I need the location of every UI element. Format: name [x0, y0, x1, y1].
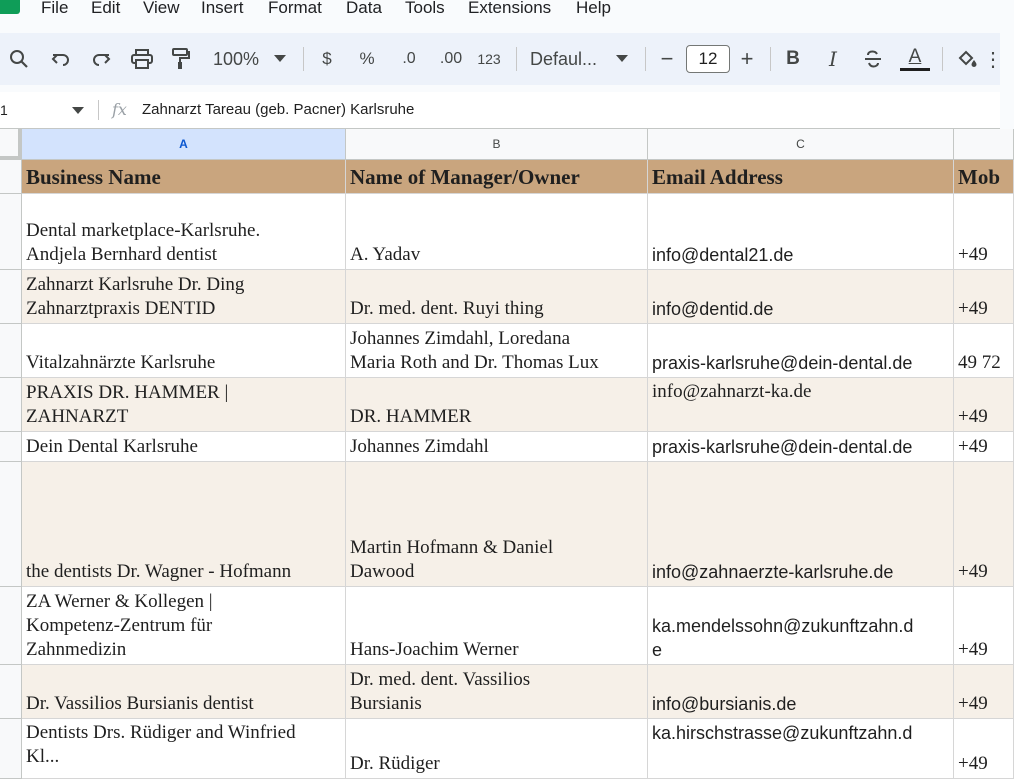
menu-bar — [0, 0, 1000, 24]
currency-format-button[interactable]: $ — [322, 49, 332, 68]
search-menus-icon[interactable] — [6, 33, 32, 85]
cell-mobile[interactable]: +49 — [954, 462, 1014, 587]
toolbar-divider — [516, 47, 517, 71]
cell-business-name[interactable]: Dentists Drs. Rüdiger and Winfried Kl... — [22, 719, 346, 779]
decrease-font-size-button[interactable]: − — [660, 46, 674, 71]
cell-manager[interactable]: Dr. med. dent. Ruyi thing — [346, 270, 648, 324]
toolbar-divider — [645, 47, 646, 71]
text-color-swatch — [900, 68, 930, 71]
cell-email[interactable]: info@dental21.de — [648, 194, 954, 270]
strikethrough-icon[interactable] — [860, 33, 886, 85]
more-options-icon[interactable]: ⋮ — [983, 48, 1003, 71]
formula-bar — [0, 92, 1000, 128]
formula-divider — [98, 100, 99, 120]
header-business-name[interactable]: Business Name — [22, 160, 346, 194]
cell-manager[interactable]: Johannes Zimdahl, Loredana Maria Roth and Dr. Thomas Lux — [346, 324, 648, 378]
name-box-chevron-down-icon[interactable] — [72, 102, 84, 118]
font-chevron-down-icon[interactable] — [612, 33, 632, 85]
cell-mobile[interactable]: 49 72 — [954, 324, 1014, 378]
cell-mobile[interactable]: +49 — [954, 194, 1014, 270]
row-header[interactable] — [0, 324, 22, 378]
row-header[interactable] — [0, 378, 22, 432]
cell-business-name[interactable]: ZA Werner & Kollegen | Kompetenz-Zentrum für Zahnmedizin — [22, 587, 346, 665]
name-box[interactable] — [0, 92, 96, 128]
more-formats-button[interactable]: 123 — [477, 51, 501, 67]
cell-manager[interactable]: A. Yadav — [346, 194, 648, 270]
cell-business-name[interactable]: the dentists Dr. Wagner - Hofmann — [22, 462, 346, 587]
menu-tools[interactable]: Tools — [405, 0, 445, 17]
fill-color-icon[interactable] — [954, 33, 980, 85]
cell-manager[interactable]: Dr. med. dent. Vassilios Bursianis — [346, 665, 648, 719]
header-mobile[interactable]: Mob — [954, 160, 1014, 194]
cell-email[interactable]: info@bursianis.de — [648, 665, 954, 719]
decrease-decimal-button[interactable]: .0 — [402, 50, 416, 67]
cell-manager[interactable]: Martin Hofmann & Daniel Dawood — [346, 462, 648, 587]
header-manager-owner[interactable]: Name of Manager/Owner — [346, 160, 648, 194]
row-header[interactable] — [0, 719, 22, 779]
increase-font-size-button[interactable]: + — [740, 46, 754, 71]
toolbar-divider — [303, 47, 304, 71]
cell-email[interactable]: info@zahnarzt-ka.de — [648, 378, 954, 432]
cell-business-name[interactable]: Dein Dental Karlsruhe — [22, 432, 346, 462]
font-name: Defaul... — [530, 48, 598, 69]
undo-icon[interactable] — [48, 33, 74, 85]
row-header[interactable] — [0, 665, 22, 719]
menu-view[interactable]: View — [143, 0, 180, 17]
paint-format-icon[interactable] — [168, 33, 194, 85]
cell-manager[interactable]: DR. HAMMER — [346, 378, 648, 432]
row-header[interactable] — [0, 432, 22, 462]
cell-reference: 1 — [0, 102, 8, 118]
font-select[interactable] — [530, 33, 606, 85]
zoom-select[interactable] — [206, 33, 266, 85]
select-all-corner[interactable] — [0, 129, 22, 160]
cell-business-name[interactable]: Dental marketplace-Karlsruhe. Andjela Bernhard dentist — [22, 194, 346, 270]
print-icon[interactable] — [128, 33, 156, 85]
toolbar-divider — [942, 47, 943, 71]
cell-mobile[interactable]: +49 — [954, 378, 1014, 432]
cell-mobile[interactable]: +49 — [954, 665, 1014, 719]
menu-file[interactable]: File — [41, 0, 69, 17]
bold-button[interactable]: B — [786, 48, 800, 69]
menu-edit[interactable]: Edit — [91, 0, 121, 17]
sheets-logo-icon[interactable] — [0, 0, 20, 14]
font-size-input[interactable]: 12 — [686, 45, 730, 73]
row-header[interactable] — [0, 160, 22, 194]
column-header-a[interactable]: A — [22, 129, 346, 160]
cell-mobile[interactable]: +49 — [954, 432, 1014, 462]
cell-mobile[interactable]: +49 — [954, 587, 1014, 665]
column-header-c[interactable]: C — [648, 129, 954, 160]
redo-icon[interactable] — [88, 33, 114, 85]
menu-help[interactable]: Help — [576, 0, 611, 17]
cell-email[interactable]: praxis-karlsruhe@dein-dental.de — [648, 432, 954, 462]
menu-insert[interactable]: Insert — [201, 0, 244, 17]
text-color-label: A — [908, 46, 922, 67]
cell-manager[interactable]: Johannes Zimdahl — [346, 432, 648, 462]
cell-manager[interactable]: Hans-Joachim Werner — [346, 587, 648, 665]
row-header[interactable] — [0, 194, 22, 270]
header-email[interactable]: Email Address — [648, 160, 954, 194]
text-color-button[interactable] — [898, 33, 932, 85]
increase-decimal-button[interactable]: .00 — [439, 50, 463, 67]
cell-mobile[interactable]: +49 — [954, 719, 1014, 779]
column-header-b[interactable]: B — [346, 129, 648, 160]
cell-email[interactable]: praxis-karlsruhe@dein-dental.de — [648, 324, 954, 378]
column-header-d[interactable] — [954, 129, 1014, 160]
row-header[interactable] — [0, 270, 22, 324]
cell-mobile[interactable]: +49 — [954, 270, 1014, 324]
cell-business-name[interactable]: Zahnarzt Karlsruhe Dr. Ding Zahnarztpraxis DENTID — [22, 270, 346, 324]
menu-data[interactable]: Data — [346, 0, 382, 17]
cell-manager[interactable]: Dr. Rüdiger — [346, 719, 648, 779]
fx-icon: fx — [112, 100, 127, 119]
percent-format-button[interactable]: % — [359, 49, 375, 68]
toolbar-divider — [770, 47, 771, 71]
italic-button[interactable]: I — [829, 47, 837, 71]
cell-email[interactable]: info@dentid.de — [648, 270, 954, 324]
cell-business-name[interactable]: PRAXIS DR. HAMMER | ZAHNARZT — [22, 378, 346, 432]
menu-extensions[interactable]: Extensions — [468, 0, 552, 17]
formula-input[interactable]: Zahnarzt Tareau (geb. Pacner) Karlsruhe — [142, 101, 415, 118]
spreadsheet-grid — [0, 128, 1001, 774]
cell-email[interactable]: ka.hirschstrasse@zukunftzahn.d — [648, 719, 954, 779]
zoom-value: 100% — [212, 48, 260, 69]
cell-business-name[interactable]: Vitalzahnärzte Karlsruhe — [22, 324, 346, 378]
row-header[interactable] — [0, 587, 22, 665]
toolbar — [0, 33, 1003, 85]
menu-format[interactable]: Format — [268, 0, 322, 17]
zoom-chevron-down-icon[interactable] — [270, 33, 290, 85]
row-header[interactable] — [0, 462, 22, 587]
cell-email[interactable]: ka.mendelssohn@zukunftzahn.d e — [648, 587, 954, 665]
cell-email[interactable]: info@zahnaerzte-karlsruhe.de — [648, 462, 954, 587]
cell-business-name[interactable]: Dr. Vassilios Bursianis dentist — [22, 665, 346, 719]
